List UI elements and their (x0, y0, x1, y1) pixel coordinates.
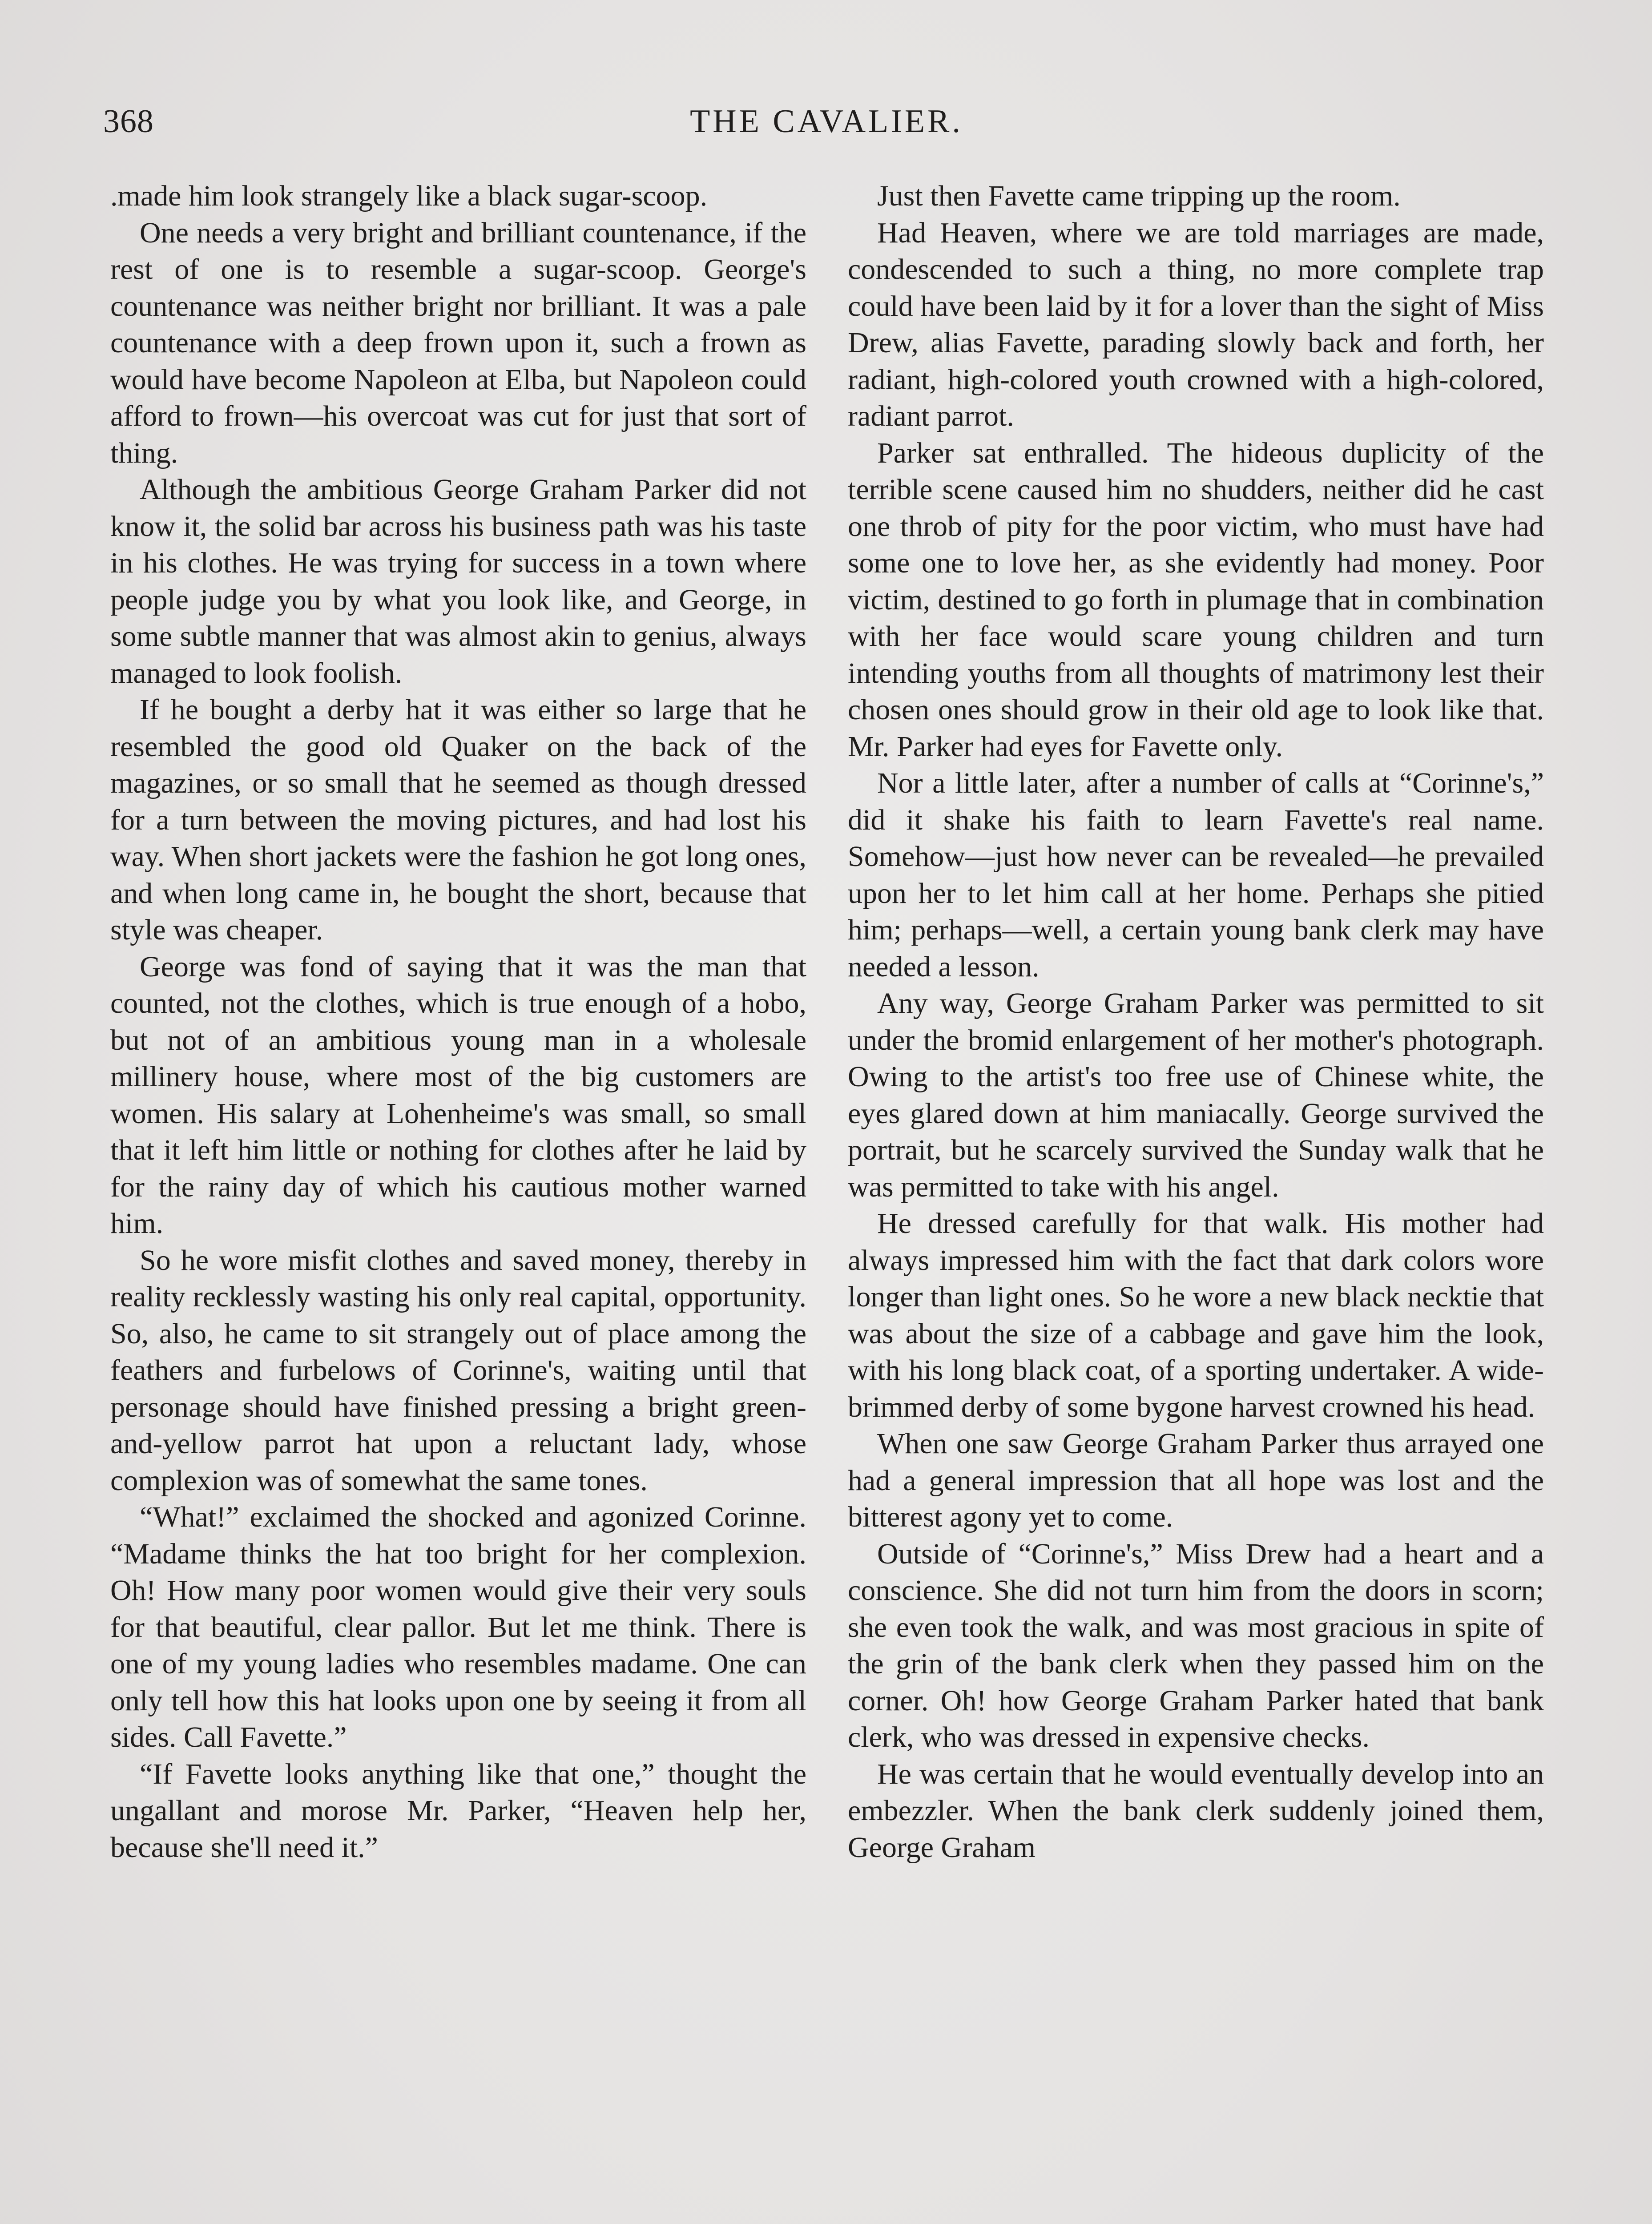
paragraph: Just then Favette came tripping up the room. (877, 180, 1401, 212)
paragraph: If he bought a derby hat it was either so large that he resembled the good old Quaker on the back of the magazines, or so small that he seemed as though dressed for a turn between the moving pictures, and had lost his way. When short jackets were the fashion he got long ones, and when long came in, he bought the short, because that style was cheaper. (110, 693, 806, 946)
right-column (848, 178, 1544, 2224)
left-column (110, 178, 806, 2224)
running-title: THE CAVALIER. (690, 103, 963, 140)
paragraph: So he wore misfit clothes and saved money, thereby in reality recklessly wasting his only real capital, opportunity. So, also, he came to sit strangely out of place among the feathers and furbelows of Corinne's, waiting until that personage should have finished pressing a bright green-and-yellow parrot hat upon a reluctant lady, whose complexion was of somewhat the same tones. (110, 1244, 806, 1497)
paragraph: “What!” exclaimed the shocked and agonized Corinne. “Madame thinks the hat too bright for her complexion. Oh! How many poor women would give their very souls for that beautiful, clear pallor. But let me think. There is one of my young ladies who resembles madame. One can only tell how this hat looks upon one by seeing it from all sides. Call Favette.” (110, 1501, 806, 1753)
paragraph: Any way, George Graham Parker was permitted to sit under the bromid enlargement of her mother's photograph. Owing to the artist's too free use of Chinese white, the eyes glared down at him maniacally. George survived the portrait, but he scarcely survived the Sunday walk that he was permitted to take with his angel. (848, 987, 1544, 1203)
paragraph: Nor a little later, after a number of calls at “Corinne's,” did it shake his faith to learn Favette's real name. Somehow—just how never can be revealed—he prevailed upon her to let him call at her home. Perhaps she pitied him; perhaps—well, a certain young bank clerk may have needed a lesson. (848, 767, 1544, 983)
page-number: 368 (103, 103, 154, 140)
paragraph: Parker sat enthralled. The hideous duplicity of the terrible scene caused him no shudders, neither did he cast one throb of pity for the poor victim, who must have had some one to love her, as she evidently had money. Poor victim, destined to go forth in plumage that in combination with her face would scare young children and turn intending youths from all thoughts of matrimony lest their chosen ones should grow in their old age to look like that. Mr. Parker had eyes for Favette only. (848, 436, 1544, 763)
paragraph: .made him look strangely like a black sugar-scoop. (110, 180, 708, 212)
paragraph: He dressed carefully for that walk. His mother had always impressed him with the fact that dark colors wore longer than light ones. So he wore a new black necktie that was about the size of a cabbage and gave him the look, with his long black coat, of a sporting undertaker. A wide-brimmed derby of some bygone harvest crowned his head. (848, 1207, 1544, 1423)
paragraph: Had Heaven, where we are told marriages are made, condescended to such a thing, no more complete trap could have been laid by it for a lover than the sight of Miss Drew, alias Favette, parading slowly back and forth, her radiant, high-colored youth crowned with a high-colored, radiant parrot. (848, 216, 1544, 432)
page-header (103, 97, 1550, 146)
paragraph: He was certain that he would eventually develop into an embezzler. When the bank clerk suddenly joined them, George Graham (848, 1757, 1544, 1864)
paragraph: Although the ambitious George Graham Parker did not know it, the solid bar across his business path was his taste in his clothes. He was trying for success in a town where people judge you by what you look like, and George, in some subtle manner that was almost akin to genius, always managed to look foolish. (110, 473, 806, 689)
paragraph: One needs a very bright and brilliant countenance, if the rest of one is to resemble a sugar-scoop. George's countenance was neither bright nor brilliant. It was a pale countenance with a deep frown upon it, such a frown as would have become Napoleon at Elba, but Napoleon could afford to frown—his overcoat was cut for just that sort of thing. (110, 216, 806, 469)
paragraph: “If Favette looks anything like that one,” thought the ungallant and morose Mr. Parker, “Heaven help her, because she'll need it.” (110, 1757, 806, 1864)
paragraph: Outside of “Corinne's,” Miss Drew had a heart and a conscience. She did not turn him from the doors in scorn; she even took the walk, and was most gracious in spite of the grin of the bank clerk when they passed him on the corner. Oh! how George Graham Parker hated that bank clerk, who was dressed in expensive checks. (848, 1537, 1544, 1753)
paragraph: George was fond of saying that it was the man that counted, not the clothes, which is true enough of a hobo, but not of an ambitious young man in a wholesale millinery house, where most of the big customers are women. His salary at Lohenheime's was small, so small that it left him little or nothing for clothes after he laid by for the rainy day of which his cautious mother warned him. (110, 950, 806, 1240)
paragraph: When one saw George Graham Parker thus arrayed one had a general impression that all hope was lost and the bitterest agony yet to come. (848, 1427, 1544, 1533)
